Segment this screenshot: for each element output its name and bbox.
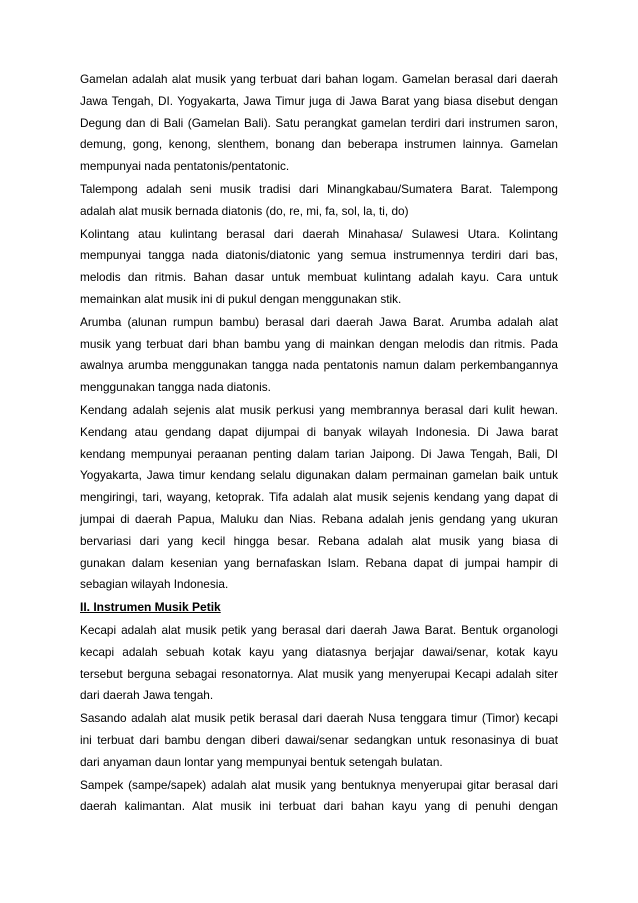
text-line: Kecapi adalah alat musik petik yang berasal dari daerah Jawa Barat. Bentuk organologi <box>80 622 558 637</box>
text-line: daerah kalimantan. Alat musik ini terbuat dari bahan kayu yang di penuhi dengan <box>80 799 558 814</box>
section-heading: II. Instrumen Musik Petik <box>80 600 221 615</box>
paragraph-sampek <box>80 775 558 819</box>
page-content <box>80 69 558 819</box>
text-line: Sasando adalah alat musik petik berasal dari daerah Nusa tenggara timur (Timor) kecapi <box>80 711 558 726</box>
paragraph-kendang <box>80 400 558 596</box>
text-line: menggunakan tangga nada diatonis. <box>80 380 271 395</box>
text-line: adalah alat musik bernada diatonis (do, re, mi, fa, sol, la, ti, do) <box>80 203 409 218</box>
text-line: gunakan dalam kesenian yang bernafaskan Islam. Rebana dapat di jumpai hampir di <box>80 555 558 570</box>
text-line: dari anyaman daun lontar yang mempunyai bentuk setengah bulatan. <box>80 754 443 769</box>
text-line: jumpai di daerah Papua, Maluku dan Nias. Rebana adalah jenis gendang yang ukuran <box>80 511 558 526</box>
paragraph-talempong <box>80 179 558 223</box>
text-line: Talempong adalah seni musik tradisi dari Minangkabau/Sumatera Barat. Talempong <box>80 181 558 196</box>
text-line: kecapi adalah sebuah kotak kayu yang diatasnya berjajar dawai/senar, kotak kayu <box>80 644 558 659</box>
text-line: Sampek (sampe/sapek) adalah alat musik yang bentuknya menyerupai gitar berasal dari <box>80 777 558 792</box>
text-line: Gamelan adalah alat musik yang terbuat dari bahan logam. Gamelan berasal dari daerah <box>80 72 558 86</box>
paragraph-kolintang <box>80 224 558 311</box>
text-line: Kendang adalah sejenis alat musik perkusi yang membrannya berasal dari kulit hewan. <box>80 402 558 417</box>
text-line: awalnya arumba menggunakan tangga nada pentatonis namun dalam perkembangannya <box>80 358 558 373</box>
paragraph-kecapi <box>80 620 558 707</box>
text-line: demung, gong, kenong, slenthem, bonang dan beberapa instrumen lainnya. Gamelan <box>80 137 558 152</box>
text-line: Yogyakarta, Jawa timur kendang selalu digunakan dalam permainan gamelan baik untuk <box>80 468 558 483</box>
text-line: Degung dan di Bali (Gamelan Bali). Satu perangkat gamelan terdiri dari instrumen saron, <box>80 115 558 130</box>
text-line: sebagian wilayah Indonesia. <box>80 577 229 592</box>
text-line: mengiringi, tari, wayang, ketoprak. Tifa adalah alat musik sejenis kendang yang dapat di <box>80 490 558 505</box>
text-line: mempunyai tangga nada diatonis/diatonic yang semua instrumennya terdiri dari bas, <box>80 248 558 263</box>
text-line: ini terbuat dari bambu dengan diberi dawai/senar sedangkan untuk resonasinya di buat <box>80 732 558 747</box>
text-line: Jawa Tengah, DI. Yogyakarta, Jawa Timur juga di Jawa Barat yang biasa disebut dengan <box>80 93 558 108</box>
text-line: Arumba (alunan rumpun bambu) berasal dari daerah Jawa Barat. Arumba adalah alat <box>80 314 558 329</box>
text-line: musik yang terbuat dari bhan bambu yang di mainkan dengan melodis dan ritmis. Pada <box>80 336 558 351</box>
text-line: Kolintang atau kulintang berasal dari daerah Minahasa/ Sulawesi Utara. Kolintang <box>80 226 558 241</box>
text-line: melodis dan ritmis. Bahan dasar untuk membuat kulintang adalah kayu. Cara untuk <box>80 270 558 285</box>
paragraph-arumba <box>80 312 558 399</box>
paragraph-sasando <box>80 708 558 773</box>
text-line: mempunyai nada pentatonis/pentatonic. <box>80 159 290 174</box>
text-line: memainkan alat musik ini di pukul dengan menggunakan stik. <box>80 291 402 306</box>
text-line: tersebut berguna sebagai resonatornya. Alat musik yang menyerupai Kecapi adalah siter <box>80 666 558 681</box>
text-line: kendang mempunyai peraanan penting dalam tarian Jaipong. Di Jawa Tengah, Bali, DI <box>80 446 558 461</box>
text-line: bervariasi dari yang kecil hingga besar. Rebana adalah alat musik yang biasa di <box>80 533 558 548</box>
text-line: dari daerah Jawa tengah. <box>80 688 214 703</box>
text-line: Kendang atau gendang dapat dijumpai di banyak wilayah Indonesia. Di Jawa barat <box>80 424 558 439</box>
paragraph-gamelan <box>80 69 558 178</box>
